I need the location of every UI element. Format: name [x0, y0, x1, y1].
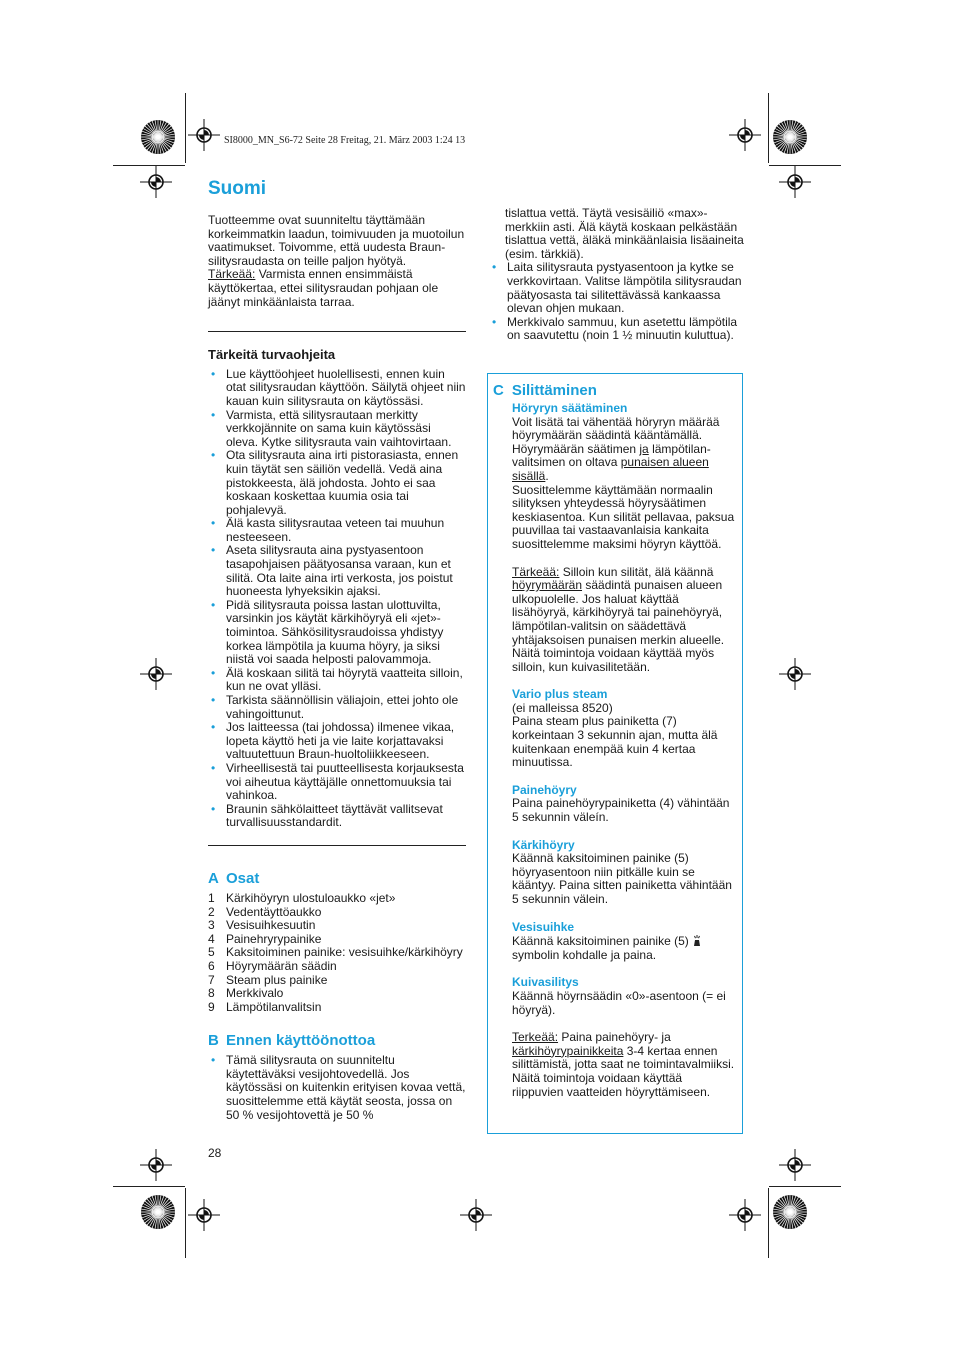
list-item: 3 Vesisuihkesuutin: [208, 918, 316, 933]
registration-target-icon: [186, 117, 222, 153]
paragraph: Voit lisätä tai vähentää höryryn määrää höyrymäärän säädintä kääntämällä. Höyrymäärän säätimen ja lämpötilan-valitsimen on oltava punaisen alueen sisällä.: [512, 414, 720, 483]
list-item: • Aseta silitysrauta aina pystyasentoon tasapohjaisen päätyosansa varaan, kun et silitä. Ota laite aina irti verkosta, jos poistut huoneesta lyhyeksikin ajaksi.: [208, 544, 466, 598]
crop-line: [768, 93, 769, 163]
intro-text: Tuotteemme ovat suunniteltu täyttämään korkeimmatkin laadun, toimivuuden ja muotoilun vaatimukset. Toivomme, että uudesta Braun-silitysraudasta on teille paljon hyötyä. Tärkeää: Varmista ennen ensimmäistä käyttökertaa, ettei silitysraudan pohjaan ole jäänyt minkäänlaista tarraa.: [208, 213, 465, 309]
divider: [208, 845, 466, 846]
right-column: [505, 207, 745, 343]
subheading: Höryryn säätäminen: [512, 401, 628, 415]
list-item: • Tarkista säännöllisin väliajoin, ettei johto ole vahingoittunut.: [208, 694, 466, 721]
paragraph: Käännä kaksitoiminen painike (5) höyryasentoon niin pitkälle kuin se kääntyy. Paina sitten painiketta vähintään 5 sekunnin välein.: [512, 851, 732, 906]
divider: [208, 331, 466, 332]
registration-wheel-icon: [772, 119, 808, 155]
crop-line: [769, 1186, 841, 1187]
list-item: • Varmista, että silitysrautaan merkitty verkkojännite on sama kuin käytössäsi oleva. Kytke silitysrauta vain vaihtovirtaan.: [208, 409, 466, 450]
registration-wheel-icon: [140, 1194, 176, 1230]
list-item: • Älä kasta silitysrautaa veteen tai muuhun nesteeseen.: [208, 517, 466, 544]
section-b-continued: tislattua vettä. Täytä vesisäiliö «max»-merkkiin asti. Älä käytä koskaan pelkästään tislattua vettä, äläkä minkäänlaisia lisäaineita (esim. tärkkiä).: [505, 206, 744, 261]
list-item: • Jos laitteessa (tai johdossa) ilmenee vikaa, lopeta käyttö heti ja vie laite korjattavaksi valtuutettuun Braun-huoltoliikkeeseen.: [208, 721, 466, 762]
list-item: • Virheellisestä tai puutteellisesta korjauksesta voi aiheutua käyttäjälle onnettomuuksia tai vahinkoa.: [208, 762, 466, 803]
safety-heading: Tärkeitä turvaohjeita: [208, 347, 336, 363]
registration-target-icon: [186, 1197, 222, 1233]
subheading: Kärkihöyry: [512, 837, 575, 852]
list-item: 6 Höyrymäärän säädin: [208, 958, 337, 973]
paragraph: Tärkeää: Silloin kun silität, älä käännä höyrymäärän säädintä punaisen alueen ulkopuolelle. Jos haluat käyttää lisähöyryä, kärkihöyryä tai painehöyryä, lämpötilan-valitsin on säädettävä yhtäjaksoisen punaisen merkin alueelle. Näitä toimintoja voidaan käyttää myös silloin, kun kuivasilitetään.: [512, 564, 725, 674]
section-c-box: [487, 373, 743, 1134]
page-number: 28: [208, 1146, 222, 1160]
subheading: Painehöyry: [512, 782, 577, 797]
registration-target-icon: [777, 656, 813, 692]
list-item: • Braunin sähkölaitteet täyttävät vallitsevat turvallisuusstandardit.: [208, 803, 466, 830]
crop-line: [113, 1186, 185, 1187]
section-b-list: [208, 1054, 466, 1122]
registration-target-icon: [777, 164, 813, 200]
page-title: Suomi: [208, 178, 267, 199]
crop-line: [769, 165, 841, 166]
left-column: [208, 178, 466, 1122]
list-item: 2 Vedentäyttöaukko: [208, 904, 322, 919]
section-b-heading: B Ennen käyttöönottoa: [208, 1032, 376, 1050]
registration-target-icon: [138, 1147, 174, 1183]
list-item: • Tämä silitysrauta on suunniteltu käytettäväksi vesijohtovedellä. Jos käytössäsi on kuitenkin erityisen kovaa vettä, suosittelemme että käytät seosta, jossa on 50 % vesijohtovettä je 50 %: [208, 1054, 466, 1122]
subheading: Kuivasilitys: [512, 975, 579, 990]
registration-target-icon: [138, 164, 174, 200]
registration-wheel-icon: [772, 1194, 808, 1230]
section-b-list-continued: [489, 261, 745, 343]
list-item: 1 Kärkihöyryn ulostuloaukko «jet»: [208, 890, 396, 905]
print-slug: SI8000_MN_S6-72 Seite 28 Freitag, 21. März 2003 1:24 13: [224, 135, 466, 146]
paragraph: (ei malleissa 8520): [512, 700, 613, 715]
registration-wheel-icon: [140, 119, 176, 155]
paragraph: Käännä kaksitoiminen painike (5) symbolin kohdalle ja paina.: [512, 934, 736, 962]
registration-target-icon: [727, 1197, 763, 1233]
list-item: • Pidä silitysrauta poissa lastan ulottuvilta, varsinkin jos käytät kärkihöyryä eli «jet»-toimintoa. Sähkösilitysraudoissa yhdistyy korkea lämpötila ja kuuma höyry, ja siksi niistä voi saada helposti palovammoja.: [208, 599, 466, 667]
list-item: 7 Steam plus painike: [208, 972, 328, 987]
paragraph: Suosittelemme käyttämään normaalin silityksen yhteydessä höyrysäätimen keskiasentoa. Kun silität pellavaa, paksua puuvillaa tai vastaavanlaisia kankaita suosittelemme maksimi höyryn käyttöä.: [512, 482, 735, 551]
spray-symbol-icon: [692, 934, 702, 947]
crop-line: [185, 1188, 186, 1258]
parts-list: [208, 892, 466, 1014]
list-item: 5 Kaksitoiminen painike: vesisuihke/kärkihöyry: [208, 945, 463, 960]
list-item: • Merkkivalo sammuu, kun asetettu lämpötila on saavutettu (noin 1 ½ minuutin kuluttua).: [489, 316, 745, 343]
safety-list: [208, 368, 466, 830]
subheading: Vario plus steam: [512, 687, 608, 702]
registration-target-icon: [777, 1147, 813, 1183]
registration-target-icon: [458, 1197, 494, 1233]
crop-line: [768, 1188, 769, 1258]
section-c-heading: C Silittäminen: [493, 382, 597, 399]
crop-line: [113, 165, 185, 166]
paragraph: Käännä höyrnsäädin «0»-asentoon (= ei höyryä).: [512, 988, 726, 1017]
paragraph: Terkeää: Paina painehöyry- ja kärkihöyrypainikkeita 3-4 kertaa ennen silittämistä, jotta saat ne toimintavalmiiksi. Näitä toimintoja voidaan käyttää riippuvien vaatteiden höyryttämiseen.: [512, 1030, 735, 1099]
paragraph: Paina steam plus painiketta (7) korkeintaan 3 sekunnin ajan, mutta älä kuitenkaan enempää kuin 4 kertaa minuutissa.: [512, 714, 718, 770]
list-item: • Älä koskaan silitä tai höyrytä vaatteita silloin, kun ne ovat ylläsi.: [208, 667, 466, 694]
paragraph: Paina painehöyrypainiketta (4) vähintään 5 sekunnin väleín.: [512, 796, 730, 825]
list-item: • Laita silitysrauta pystyasentoon ja kytke se verkkovirtaan. Valitse lämpötila silitysraudan päätyosasta tai silitettävässä kankaassa olevan ohjen mukaan.: [489, 261, 745, 315]
registration-target-icon: [138, 656, 174, 692]
crop-line: [185, 93, 186, 163]
list-item: 9 Lämpötilanvalitsin: [208, 999, 322, 1014]
list-item: 8 Merkkivalo: [208, 986, 284, 1001]
list-item: 4 Painehryrypainike: [208, 931, 322, 946]
list-item: • Lue käyttöohjeet huolellisesti, ennen kuin otat silitysraudan käyttöön. Säilytä ohjeet niin kauan kuin silitysrauta on käytössäsi.: [208, 368, 466, 409]
subheading: Vesisuihke: [512, 919, 575, 934]
registration-target-icon: [727, 117, 763, 153]
section-a-heading: A Osat: [208, 869, 260, 887]
list-item: • Ota silitysrauta aina irti pistorasiasta, ennen kuin täytät sen säiliön vedellä. Vedä aina pistokkeesta, älä johdosta. Johto ei saa koskaan koskettaa kuumia osia tai pohjalevyä.: [208, 449, 466, 517]
